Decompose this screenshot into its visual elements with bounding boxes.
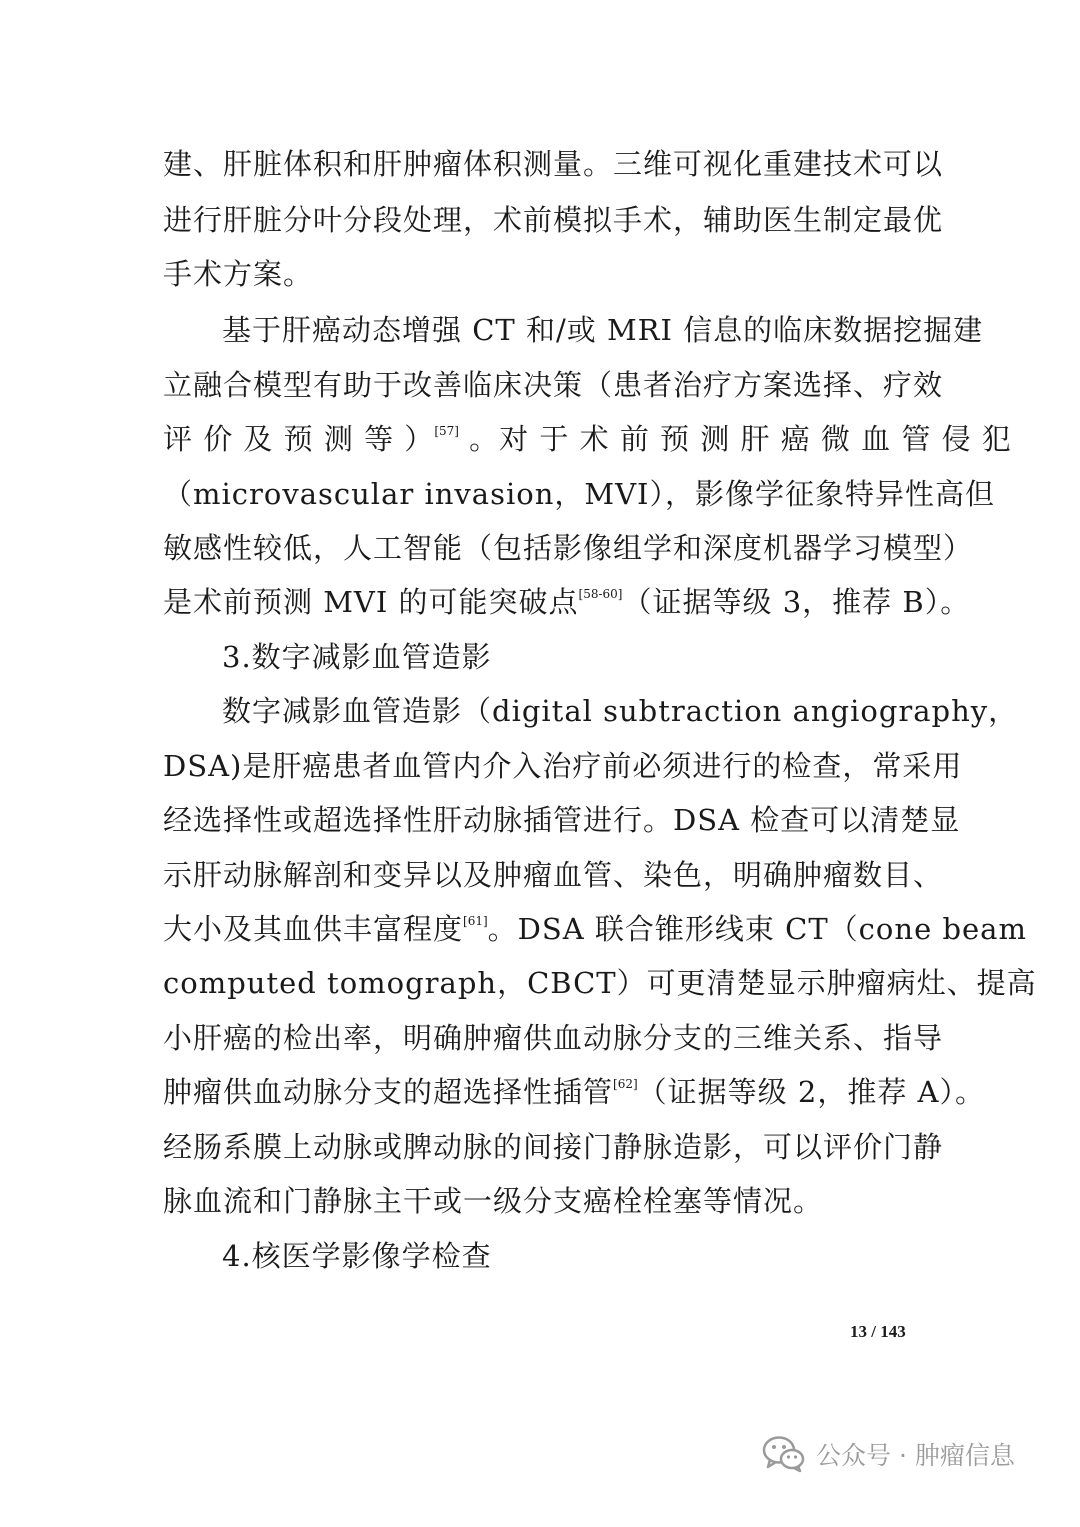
citation: [61]	[463, 914, 488, 928]
body-line: 经肠系膜上动脉或脾动脉的间接门静脉造影，可以评价门静	[163, 1130, 944, 1164]
body-line	[163, 582, 971, 622]
line-text: 肿瘤供血动脉分支的超选择性插管	[163, 1075, 614, 1109]
body-line: 立融合模型有助于改善临床决策（患者治疗方案选择、疗效	[163, 368, 944, 402]
body-line	[163, 419, 1012, 459]
wechat-icon	[762, 1434, 806, 1474]
body-line: DSA)是肝癌患者血管内介入治疗前必须进行的检查，常采用	[163, 749, 963, 783]
citation: [57]	[434, 424, 459, 438]
section-heading: 3.数字减影血管造影	[222, 640, 492, 674]
citation: [62]	[613, 1077, 638, 1091]
body-line: 小肝癌的检出率，明确肿瘤供血动脉分支的三维关系、指导	[163, 1021, 944, 1055]
body-line: 脉血流和门静脉主干或一级分支癌栓栓塞等情况。	[163, 1184, 824, 1218]
body-line: 手术方案。	[163, 257, 314, 291]
body-line	[163, 909, 1027, 949]
line-text: 评 价 及 预 测 等 ）	[163, 422, 435, 456]
watermark	[762, 1432, 1015, 1476]
body-line: 经选择性或超选择性肝动脉插管进行。DSA 检查可以清楚显	[163, 803, 961, 837]
body-line	[163, 1072, 985, 1112]
paragraph-first-line: 基于肝癌动态增强 CT 和/或 MRI 信息的临床数据挖掘建	[222, 313, 984, 347]
line-text: （证据等级 2，推荐 A）。	[637, 1075, 985, 1109]
line-text: 。DSA 联合锥形线束 CT（cone beam	[487, 912, 1027, 946]
body-line: （microvascular invasion，MVI），影像学征象特异性高但	[163, 477, 995, 511]
body-line: 敏感性较低，人工智能（包括影像组学和深度机器学习模型）	[163, 531, 974, 565]
citation: [58-60]	[578, 587, 623, 601]
watermark-text: 公众号 · 肿瘤信息	[816, 1441, 1015, 1470]
body-line: computed tomograph，CBCT）可更清楚显示肿瘤病灶、提高	[163, 966, 1037, 1000]
line-text: 。对 于 术 前 预 测 肝 癌 微 血 管 侵 犯	[458, 422, 1012, 456]
section-heading: 4.核医学影像学检查	[222, 1239, 492, 1273]
line-text: 大小及其血供丰富程度	[163, 912, 464, 946]
body-line: 示肝动脉解剖和变异以及肿瘤血管、染色，明确肿瘤数目、	[163, 858, 944, 892]
line-text: 是术前预测 MVI 的可能突破点	[163, 585, 579, 619]
paragraph-first-line: 数字减影血管造影（digital subtraction angiography，	[222, 694, 1019, 728]
body-line: 进行肝脏分叶分段处理，术前模拟手术，辅助医生制定最优	[163, 203, 944, 237]
line-text: （证据等级 3，推荐 B）。	[622, 585, 971, 619]
page-number: 13 / 143	[850, 1322, 906, 1341]
body-line: 建、肝脏体积和肝肿瘤体积测量。三维可视化重建技术可以	[163, 147, 944, 181]
